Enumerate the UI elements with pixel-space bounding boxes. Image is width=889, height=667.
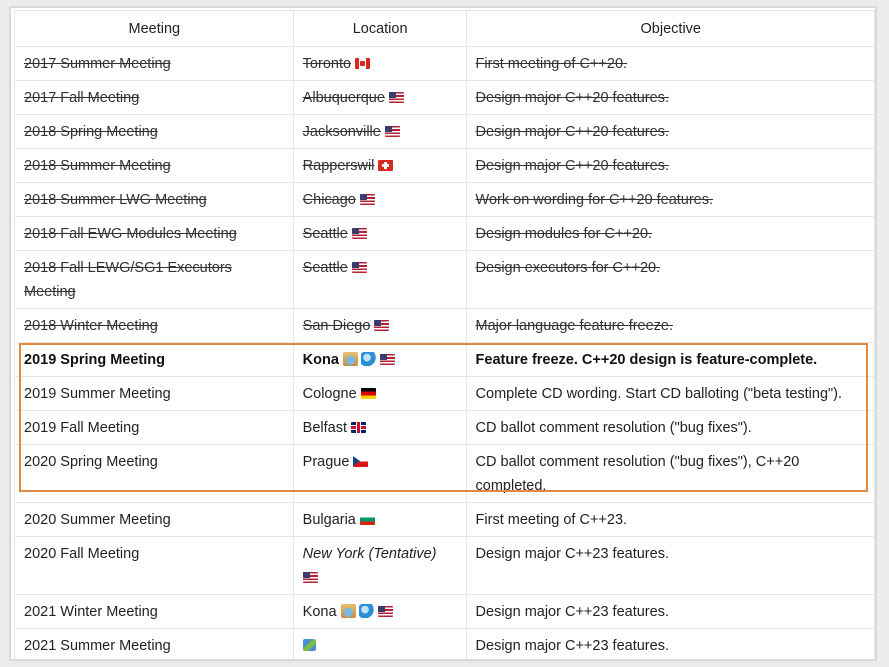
- meeting-cell: 2020 Fall Meeting: [15, 537, 294, 595]
- objective-cell: Design major C++20 features.: [466, 115, 874, 149]
- meeting-cell: 2019 Summer Meeting: [15, 377, 294, 411]
- location-name: San Diego: [302, 318, 371, 334]
- header-location: Location: [293, 11, 466, 47]
- location-name: New York (Tentative): [302, 546, 437, 562]
- location-cell: [293, 81, 466, 115]
- us-flag-icon: [374, 320, 389, 331]
- objective-cell: Major language feature freeze.: [466, 309, 874, 343]
- table-row: [15, 343, 875, 377]
- location-cell: [293, 183, 466, 217]
- us-flag-icon: [389, 92, 404, 103]
- meeting-cell: 2018 Spring Meeting: [15, 115, 294, 149]
- table-row: [15, 411, 875, 445]
- table-row: [15, 537, 875, 595]
- us-flag-icon: [380, 354, 395, 365]
- location-cell: [293, 377, 466, 411]
- header-meeting: Meeting: [15, 11, 294, 47]
- location-name: Rapperswil: [302, 158, 375, 174]
- location-name: Chicago: [302, 192, 356, 208]
- objective-cell: Feature freeze. C++20 design is feature-complete.: [466, 343, 874, 377]
- location-name: Cologne: [302, 386, 357, 402]
- objective-cell: CD ballot comment resolution ("bug fixes").: [466, 411, 874, 445]
- objective-cell: Design major C++20 features.: [466, 149, 874, 183]
- objective-cell: First meeting of C++23.: [466, 503, 874, 537]
- location-name: Belfast: [302, 420, 348, 436]
- location-name: Bulgaria: [302, 512, 356, 528]
- location-name: Kona: [302, 604, 337, 620]
- objective-cell: Design executors for C++20.: [466, 251, 874, 309]
- us-flag-icon: [303, 572, 318, 583]
- location-name: Kona: [302, 352, 339, 368]
- location-name: Jacksonville: [302, 124, 381, 140]
- meeting-cell: 2017 Fall Meeting: [15, 81, 294, 115]
- us-flag-icon: [352, 228, 367, 239]
- location-cell: [293, 445, 466, 503]
- us-flag-icon: [360, 194, 375, 205]
- location-cell: [293, 309, 466, 343]
- switzerland-flag-icon: [378, 160, 393, 171]
- objective-cell: Design major C++23 features.: [466, 537, 874, 595]
- czech-flag-icon: [353, 456, 368, 467]
- header-objective: Objective: [466, 11, 874, 47]
- meeting-cell: 2018 Winter Meeting: [15, 309, 294, 343]
- location-name: Albuquerque: [302, 90, 385, 106]
- location-name: Toronto: [302, 56, 352, 72]
- location-name: Prague: [302, 454, 350, 470]
- location-cell: [293, 629, 466, 663]
- world-map-icon: [303, 639, 316, 651]
- objective-cell: Design major C++20 features.: [466, 81, 874, 115]
- table-row: [15, 81, 875, 115]
- location-name: Seattle: [302, 226, 348, 242]
- canada-flag-icon: [355, 58, 370, 69]
- meeting-cell: 2019 Spring Meeting: [15, 343, 294, 377]
- meeting-cell: 2019 Fall Meeting: [15, 411, 294, 445]
- table-row: [15, 47, 875, 81]
- objective-cell: Design major C++23 features.: [466, 629, 874, 663]
- objective-cell: Design major C++23 features.: [466, 595, 874, 629]
- location-cell: [293, 595, 466, 629]
- table-row: [15, 115, 875, 149]
- location-cell: [293, 537, 466, 595]
- objective-cell: Work on wording for C++20 features.: [466, 183, 874, 217]
- meeting-cell: 2020 Summer Meeting: [15, 503, 294, 537]
- location-cell: [293, 251, 466, 309]
- objective-cell: Design modules for C++20.: [466, 217, 874, 251]
- meeting-cell: 2018 Summer LWG Meeting: [15, 183, 294, 217]
- table-row: [15, 309, 875, 343]
- meetings-table-frame: [9, 6, 877, 661]
- meeting-cell: 2018 Summer Meeting: [15, 149, 294, 183]
- table-row: [15, 183, 875, 217]
- objective-cell: CD ballot comment resolution ("bug fixes"), C++20 completed.: [466, 445, 874, 503]
- wave-icon: [359, 604, 374, 618]
- meeting-cell: 2017 Summer Meeting: [15, 47, 294, 81]
- meetings-table: [14, 10, 875, 663]
- meeting-cell: 2020 Spring Meeting: [15, 445, 294, 503]
- germany-flag-icon: [361, 388, 376, 399]
- location-cell: [293, 343, 466, 377]
- table-row: [15, 217, 875, 251]
- table-row: [15, 149, 875, 183]
- skier-icon: [341, 604, 356, 618]
- objective-cell: Complete CD wording. Start CD balloting ("beta testing").: [466, 377, 874, 411]
- table-row: [15, 629, 875, 663]
- meeting-cell: 2018 Fall LEWG/SG1 Executors Meeting: [15, 251, 294, 309]
- table-header-row: [15, 11, 875, 47]
- location-cell: [293, 149, 466, 183]
- location-name: Seattle: [302, 260, 348, 276]
- meeting-cell: 2021 Winter Meeting: [15, 595, 294, 629]
- location-cell: [293, 411, 466, 445]
- table-row: [15, 445, 875, 503]
- us-flag-icon: [378, 606, 393, 617]
- table-row: [15, 251, 875, 309]
- location-cell: [293, 503, 466, 537]
- uk-flag-icon: [351, 422, 366, 433]
- meeting-cell: 2018 Fall EWG Modules Meeting: [15, 217, 294, 251]
- us-flag-icon: [385, 126, 400, 137]
- wave-icon: [361, 352, 376, 366]
- objective-cell: First meeting of C++20.: [466, 47, 874, 81]
- table-row: [15, 377, 875, 411]
- table-row: [15, 503, 875, 537]
- us-flag-icon: [352, 262, 367, 273]
- table-row: [15, 595, 875, 629]
- location-cell: [293, 115, 466, 149]
- bulgaria-flag-icon: [360, 514, 375, 525]
- location-cell: [293, 47, 466, 81]
- meeting-cell: 2021 Summer Meeting: [15, 629, 294, 663]
- location-cell: [293, 217, 466, 251]
- skier-icon: [343, 352, 358, 366]
